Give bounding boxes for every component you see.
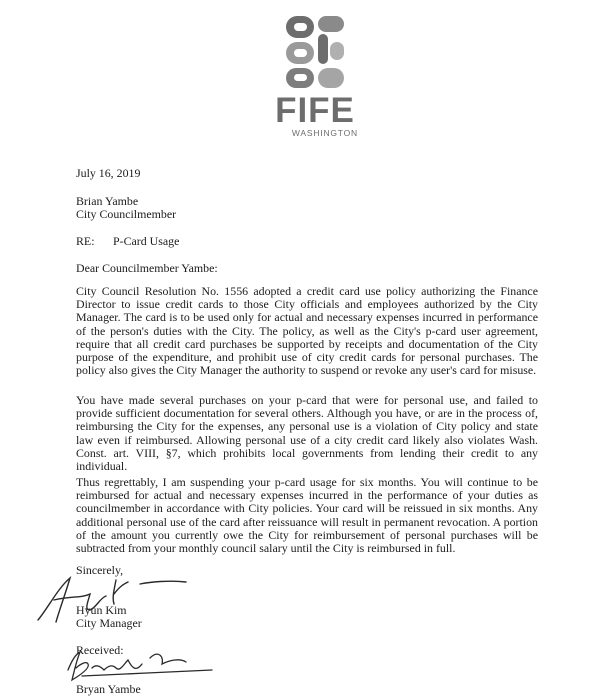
closing: Sincerely,: [76, 563, 124, 577]
recipient-signature: [62, 643, 232, 686]
recipient-name: Brian Yambe: [76, 194, 139, 208]
re-line: [76, 235, 179, 248]
fife-logo: [270, 14, 360, 138]
recipient-title: City Councilmember: [76, 207, 177, 221]
body-paragraph-1: City Council Resolution No. 1556 adopted a credit card use policy authorizing the Finance Director to issue credit cards to those City officials and employees authorized by the City Manager. The card is to be used only for actual and necessary expenses incurred in performance of the person's duties with the City. The policy, as well as the City's p-card user agreement, require that all credit card purchases be supported by receipts and documentation of the City purpose of the expenditure, and prohibit use of city credit cards for personal purchases. The policy also gives the City Manager the authority to suspend or revoke any user's card for misuse.: [76, 284, 538, 378]
signer-title: City Manager: [76, 616, 142, 630]
received-name: Bryan Yambe: [76, 682, 141, 696]
body-paragraph-2: You have made several purchases on your p-card that were for personal use, and failed to provide sufficient documentation for several others. Although you have, or are in the process of, reimbursing the City for the expenses, any personal use is a violation of City policy and state law even if reimbursed. Allowing personal use of a city credit card likely also violates Wash. Const. art. VIII, §7, which prohibits local governments from lending their credit to any individual.: [76, 393, 538, 474]
logo-name: FIFE: [275, 91, 355, 130]
re-label: RE:: [76, 234, 95, 248]
body-paragraph-3: Thus regrettably, I am suspending your p-card usage for six months. You will continue to be reimbursed for actual and necessary expenses incurred in the performance of your duties as councilmember in accordance with City policies. Your card will be reissued in six months. Any additional personal use of the card after reissuance will result in permanent revocation. A portion of the amount you currently owe the City for reimbursement of personal purchases will be subtracted from your monthly council salary until the City is reimbursed in full.: [76, 475, 538, 556]
logo-subtitle: WASHINGTON: [291, 128, 358, 138]
re-subject: P-Card Usage: [113, 234, 180, 248]
fife-emblem-icon: [282, 14, 348, 90]
received-label: Received:: [76, 643, 124, 657]
letter-date: July 16, 2019: [76, 166, 141, 180]
signer-name: Hyun Kim: [76, 603, 127, 617]
salutation: Dear Councilmember Yambe:: [76, 261, 218, 275]
